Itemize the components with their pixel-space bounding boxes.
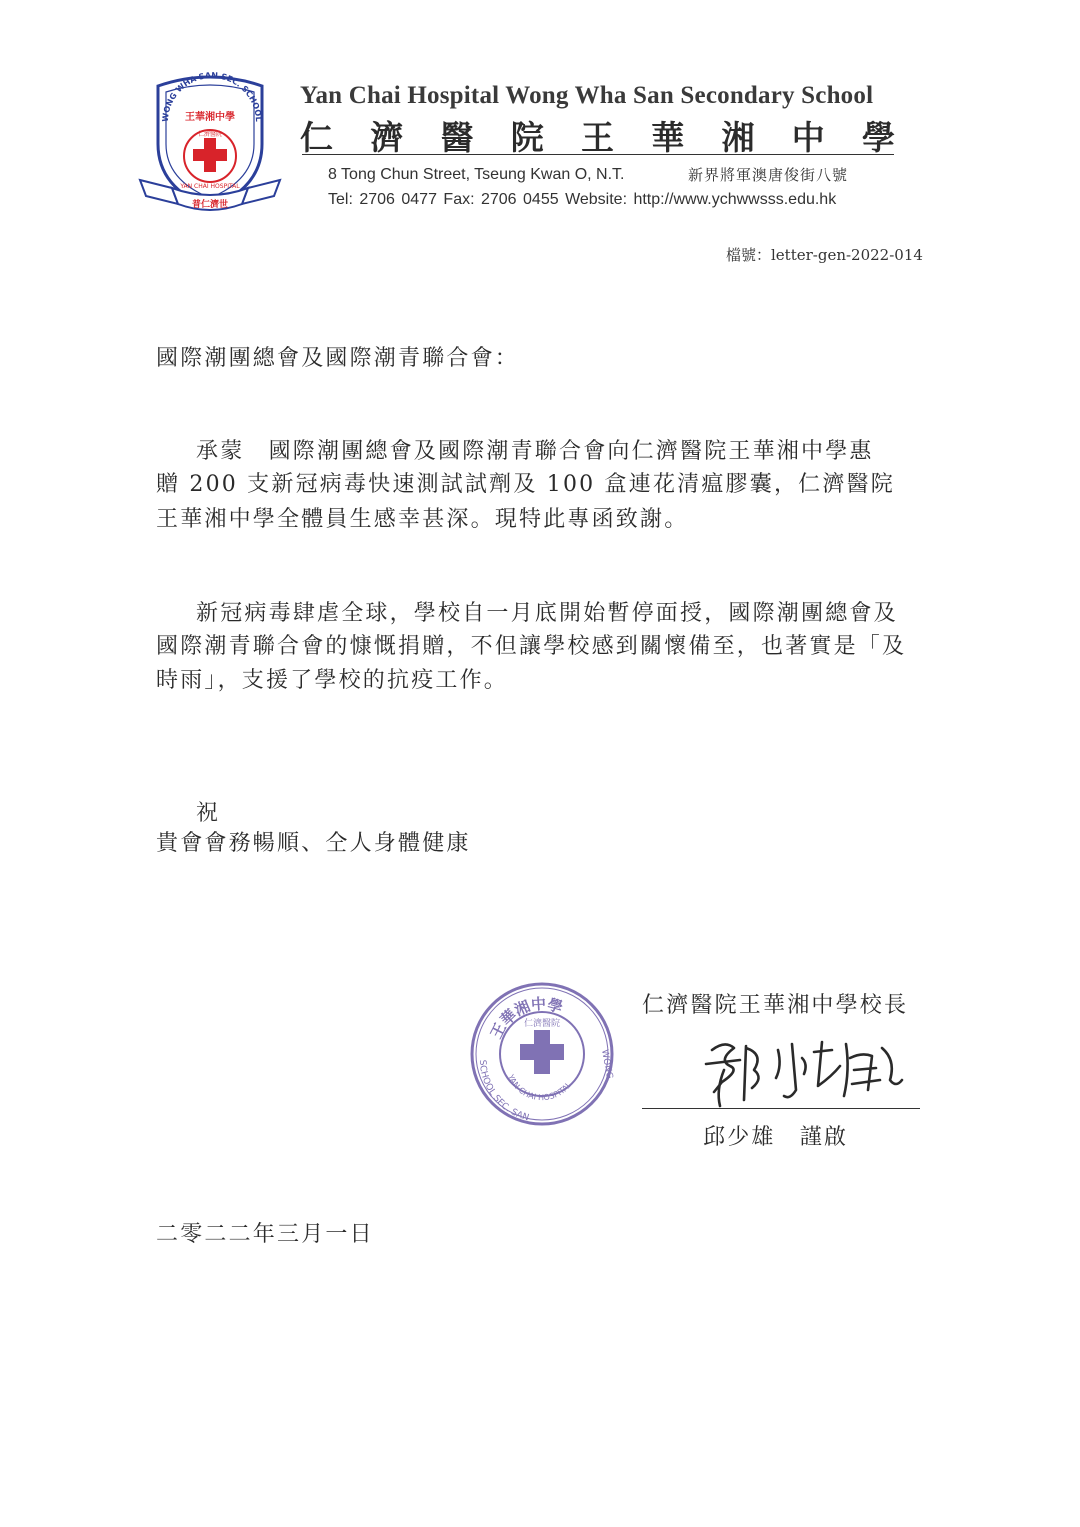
school-crest-logo — [138, 70, 283, 215]
paragraph-1-line: 王華湘中學全體員生感幸甚深。現特此專函致謝。 — [156, 507, 689, 532]
school-name-char: 濟 — [370, 118, 404, 157]
reference-number: 檔號：letter-gen-2022-014 — [726, 246, 923, 264]
signature-line — [642, 1108, 920, 1109]
school-name-char: 中 — [791, 118, 825, 157]
school-name-char: 學 — [862, 118, 895, 157]
paragraph-2-line: 時雨」，支援了學校的抗疫工作。 — [156, 668, 509, 693]
closing-wish: 貴會會務暢順、仝人身體健康 — [156, 831, 471, 856]
header-divider — [302, 154, 894, 155]
seal-ring-text: YAN CHAI HOSPITAL — [506, 1073, 574, 1103]
school-name-char: 湘 — [721, 118, 755, 157]
svg-text:YAN CHAI HOSPITAL — [506, 1072, 574, 1102]
paragraph-2-line: 國際潮青聯合會的慷慨捐贈，不但讓學校感到關懷備至，也著實是「及 — [156, 634, 907, 659]
school-name-char: 仁 — [300, 118, 333, 157]
seal-side-text: WONG — [599, 1048, 615, 1080]
address-english: 8 Tong Chun Street, Tseung Kwan O, N.T. — [328, 166, 625, 183]
seal-top-text: 王華湘中學 — [486, 994, 565, 1042]
school-name-chinese — [300, 112, 895, 159]
school-name-english: Yan Chai Hospital Wong Wha San Secondary School — [300, 82, 874, 109]
school-name-char: 院 — [510, 118, 544, 157]
closing-wish-prefix: 祝 — [196, 801, 221, 826]
signer-title: 仁濟醫院王華湘中學校長 — [642, 993, 909, 1018]
crest-inner-text: 王華湘中學 — [185, 112, 235, 123]
paragraph-1-line: 贈 200 支新冠病毒快速測試試劑及 100 盒連花清瘟膠囊，仁濟醫院 — [156, 472, 895, 497]
paragraph-1-line: 承蒙 國際潮團總會及國際潮青聯合會向仁濟醫院王華湘中學惠 — [196, 439, 874, 464]
salutation: 國際潮團總會及國際潮青聯合會： — [156, 346, 520, 371]
school-seal-stamp — [468, 980, 616, 1128]
paragraph-2-line: 新冠病毒肆虐全球，學校自一月底開始暫停面授，國際潮團總會及 — [196, 601, 898, 626]
contact-line: Tel: 2706 0477 Fax: 2706 0455 Website: http://www.ychwwsss.edu.hk — [328, 191, 837, 208]
crest-ring-text: YAN CHAI HOSPITAL — [180, 183, 240, 190]
crest-outer-text: WONG WHA SAN SEC. SCHOOL — [160, 70, 264, 123]
seal-bottom-text: SCHOOL SEC. SAN — [476, 1059, 531, 1124]
school-name-char: 醫 — [440, 118, 474, 157]
crest-center-text: 仁濟醫院 — [197, 131, 223, 138]
school-name-char: 華 — [651, 118, 685, 157]
address-chinese: 新界將軍澳唐俊街八號 — [688, 166, 849, 184]
signer-name: 邱少雄 謹啟 — [703, 1125, 849, 1150]
school-name-char: 王 — [581, 118, 614, 157]
crest-ribbon-text: 普仁濟世 — [191, 200, 229, 210]
handwritten-signature — [700, 1030, 905, 1110]
letter-date: 二零二二年三月一日 — [156, 1222, 374, 1247]
seal-center-text: 仁濟醫院 — [523, 1019, 561, 1029]
